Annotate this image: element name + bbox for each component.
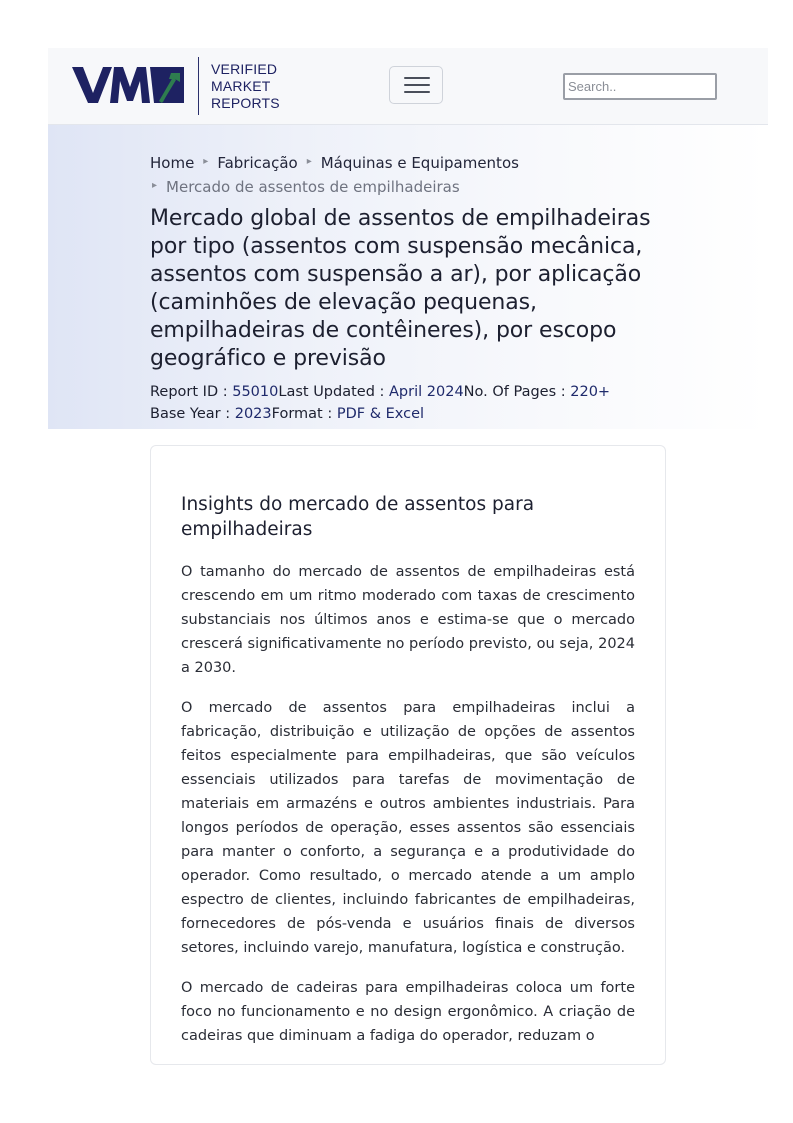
format-label: Format : bbox=[271, 406, 337, 422]
breadcrumb-line-1 bbox=[150, 151, 670, 175]
logo-wordmark bbox=[211, 61, 280, 112]
base-year-value: 2023 bbox=[234, 406, 272, 422]
meta-line-1 bbox=[150, 381, 690, 403]
page-title: Mercado global de assentos de empilhadeiras por tipo (assentos com suspensão mecânica, assentos com suspensão a ar), por aplicação (caminhões de elevação pequenas, empilhadeiras de contêineres), por escopo geográfico e previsão bbox=[150, 206, 651, 371]
report-meta bbox=[150, 381, 690, 425]
chevron-right-icon: ▸ bbox=[203, 156, 209, 167]
site-header bbox=[48, 48, 768, 125]
last-updated-value: April 2024 bbox=[389, 384, 464, 400]
brand-logo[interactable] bbox=[72, 56, 280, 116]
report-hero bbox=[48, 125, 768, 429]
logo-line-1: VERIFIED bbox=[211, 60, 278, 77]
logo-line-3: REPORTS bbox=[211, 94, 280, 111]
meta-line-2 bbox=[150, 403, 690, 425]
logo-line-2: MARKET bbox=[211, 77, 271, 94]
insights-body bbox=[181, 560, 635, 1064]
pages-label: No. Of Pages : bbox=[463, 384, 571, 400]
format-value: PDF & Excel bbox=[336, 406, 425, 422]
search-input[interactable] bbox=[563, 73, 717, 100]
insights-paragraph-2: O mercado de assentos para empilhadeiras inclui a fabricação, distribuição e utilização de opções de assentos feitos especialmente para empilhadeiras, que são veículos essenciais utilizados para tarefas de movimentação de materiais em armazéns e outros ambientes industriais. Para longos períodos de operação, esses assentos são essenciais para manter o conforto, a segurança e a produtividade do operador. Como resultado, o mercado atende a um amplo espectro de clientes, incluindo fabricantes de empilhadeiras, fornecedores de pós-venda e usuários finais de diversos setores, incluindo varejo, manufatura, logística e construção. bbox=[181, 700, 635, 956]
insights-paragraph-1: O tamanho do mercado de assentos de empilhadeiras está crescendo em um ritmo moderado com taxas de crescimento substanciais nos últimos anos e estima-se que o mercado crescerá significativamente no período previsto, ou seja, 2024 a 2030. bbox=[181, 564, 635, 676]
breadcrumb bbox=[150, 151, 670, 199]
breadcrumb-category-link[interactable]: Fabricação bbox=[217, 154, 298, 172]
insights-card bbox=[150, 445, 666, 1065]
vmr-logo-icon bbox=[72, 67, 184, 105]
breadcrumb-line-2 bbox=[150, 175, 670, 199]
menu-toggle-button[interactable] bbox=[389, 66, 443, 104]
logo-divider bbox=[198, 57, 199, 115]
report-id-label: Report ID : bbox=[150, 384, 233, 400]
chevron-right-icon: ▸ bbox=[152, 180, 158, 191]
page-frame bbox=[48, 48, 768, 1088]
pages-value: 220+ bbox=[570, 384, 611, 400]
last-updated-label: Last Updated : bbox=[278, 384, 390, 400]
base-year-label: Base Year : bbox=[150, 406, 235, 422]
breadcrumb-subcategory-link[interactable]: Máquinas e Equipamentos bbox=[320, 154, 519, 172]
breadcrumb-home-link[interactable]: Home bbox=[150, 154, 195, 172]
breadcrumb-current: Mercado de assentos de empilhadeiras bbox=[166, 178, 460, 196]
insights-paragraph-3: O mercado de cadeiras para empilhadeiras coloca um forte foco no funcionamento e no design ergonômico. A criação de cadeiras que diminuam a fadiga do operador, reduzam o bbox=[181, 980, 635, 1044]
insights-heading: Insights do mercado de assentos para empilhadeiras bbox=[181, 494, 535, 540]
chevron-right-icon: ▸ bbox=[306, 156, 312, 167]
report-id-value: 55010 bbox=[232, 384, 279, 400]
